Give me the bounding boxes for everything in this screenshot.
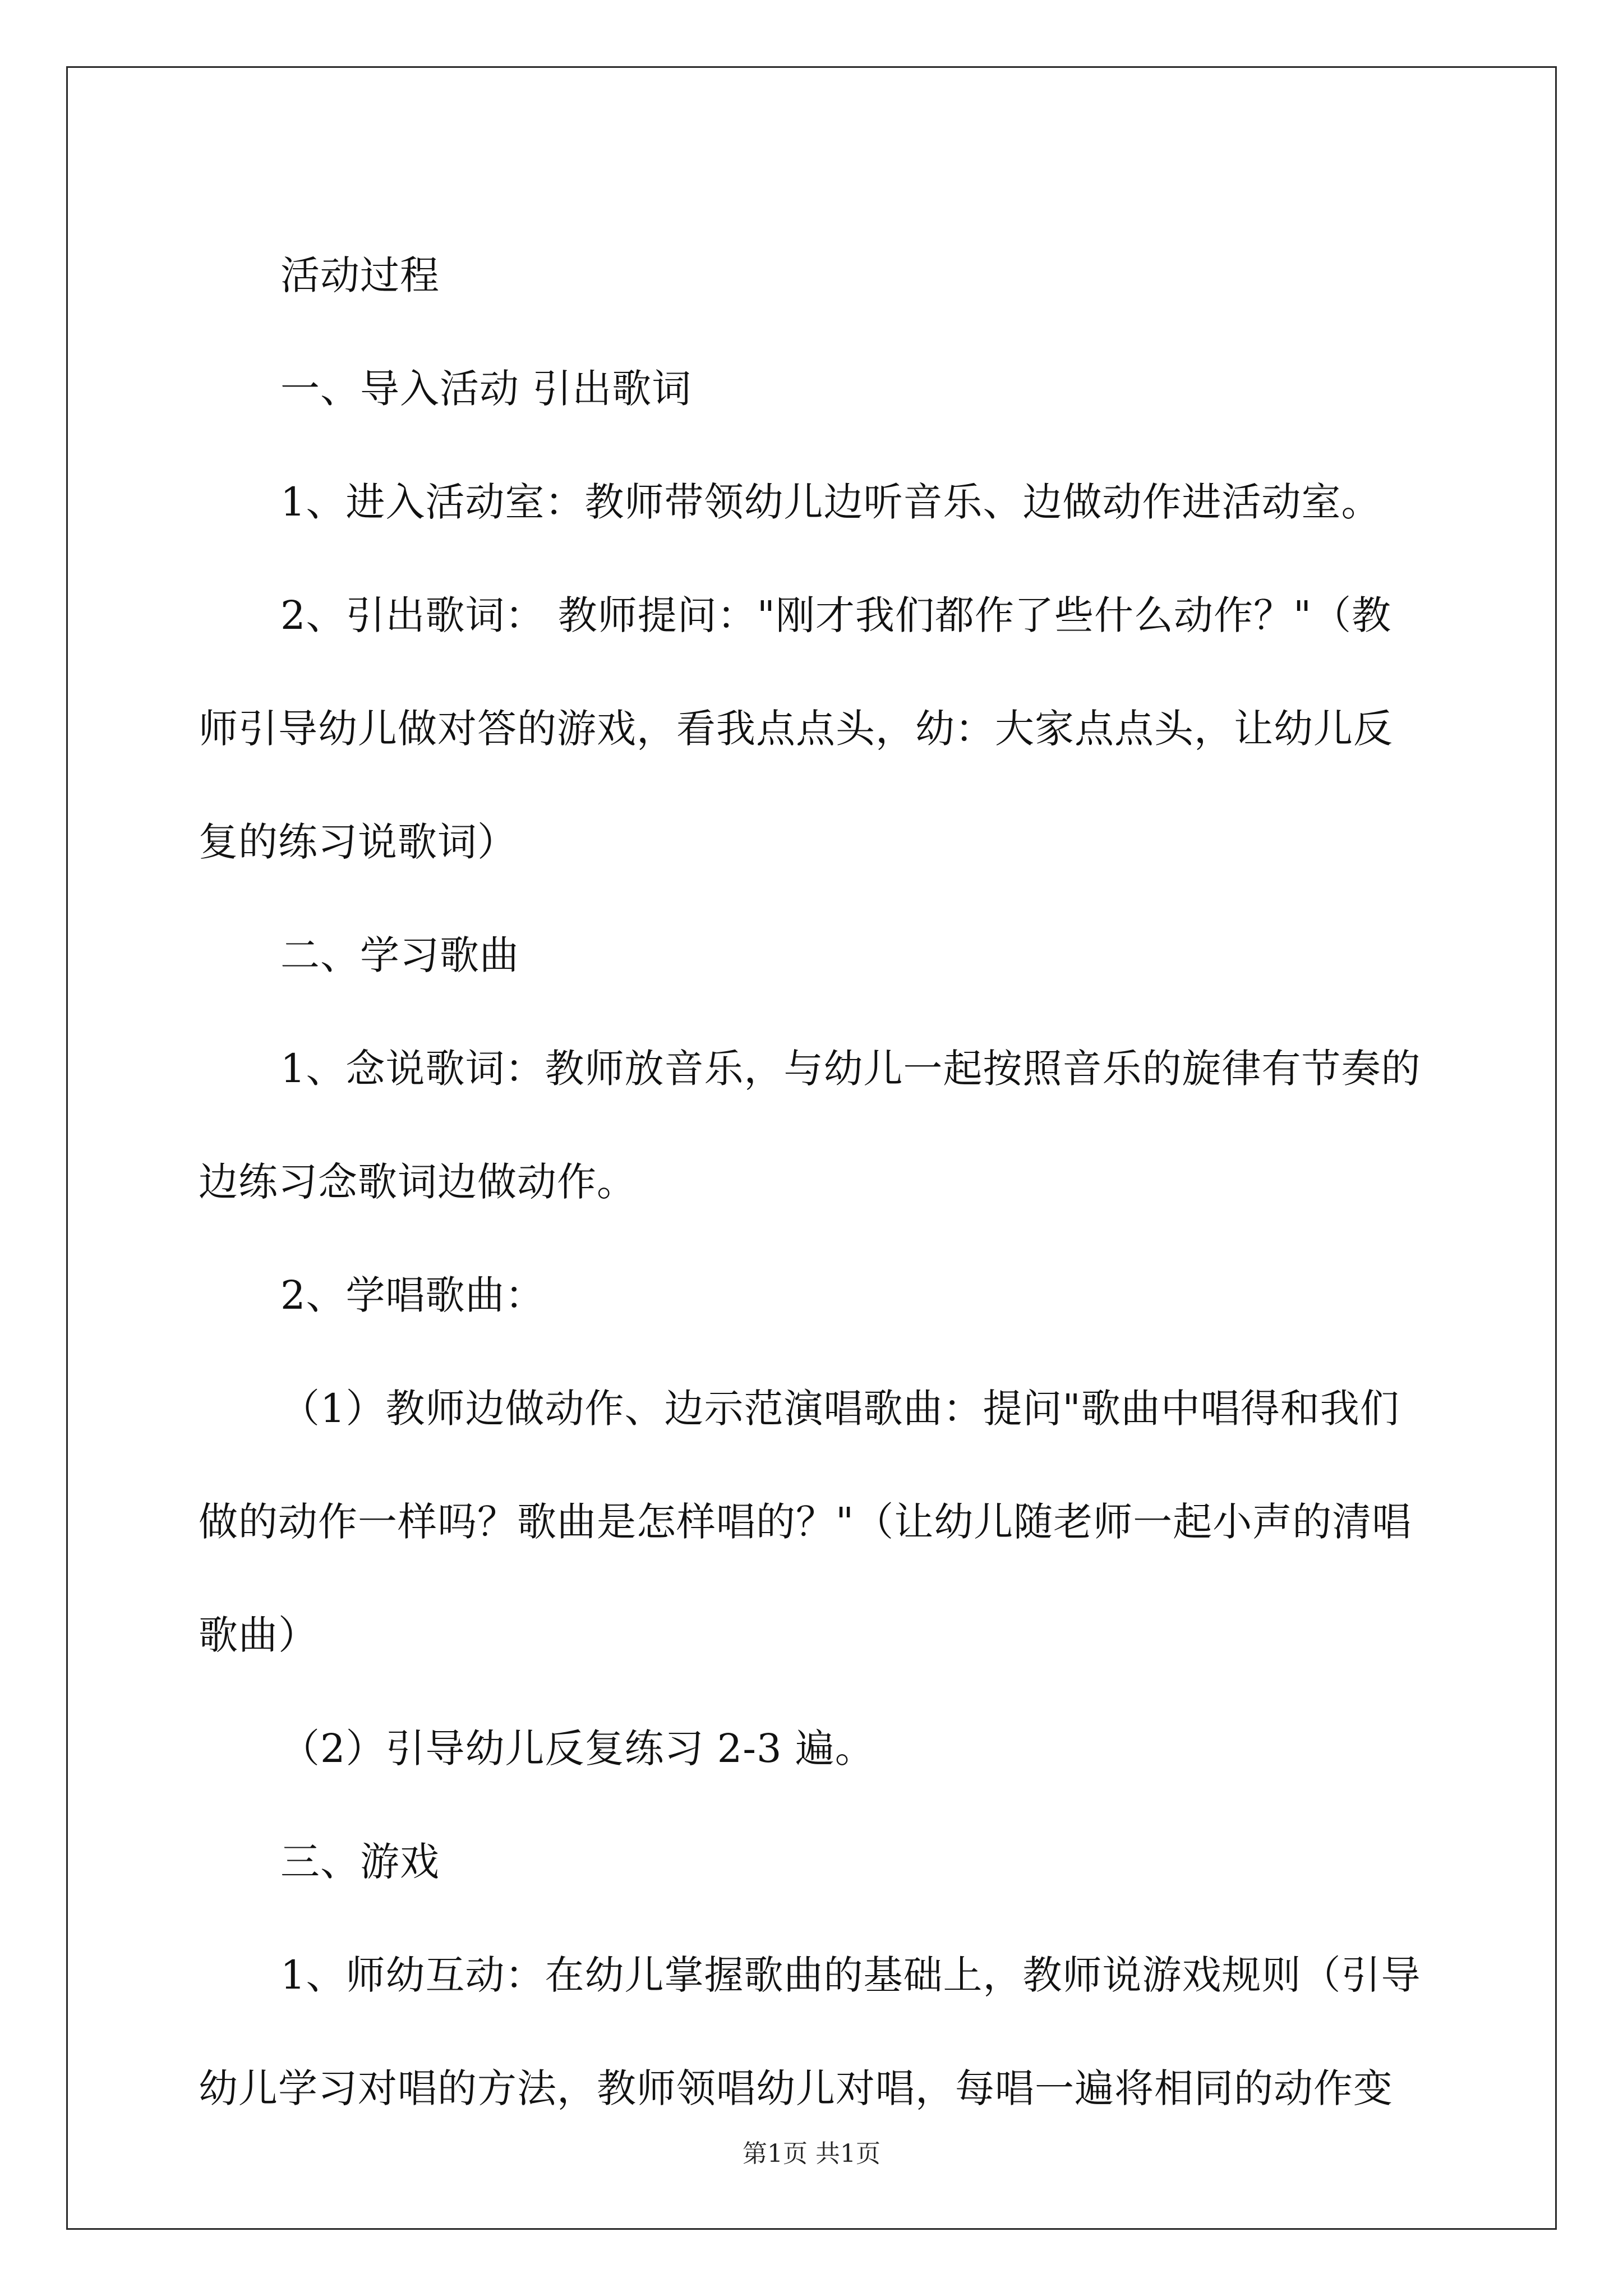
section-heading-2: 二、学习歌曲	[280, 932, 519, 978]
page-number-footer: 第1页 共1页	[743, 2139, 880, 2168]
paragraph-2-2-1: （1）教师边做动作、边示范演唱歌曲：提问"歌曲中唱得和我们做的动作一样吗？歌曲是怎样唱的？"（让幼儿随老师一起小声的清唱歌曲）	[199, 1386, 1412, 1658]
section-heading-1: 一、导入活动 引出歌词	[280, 366, 692, 412]
paragraph-3-1: 1、师幼互动：在幼儿掌握歌曲的基础上，教师说游戏规则（引导幼儿学习对唱的方法，教师领唱幼儿对唱，每唱一遍将相同的动作变	[199, 1952, 1421, 2111]
paragraph-2-2: 2、学唱歌曲：	[280, 1272, 545, 1318]
paragraph-2-1: 1、念说歌词：教师放音乐，与幼儿一起按照音乐的旋律有节奏的边练习念歌词边做动作。	[199, 1046, 1421, 1205]
section-heading-3: 三、游戏	[280, 1839, 440, 1885]
paragraph-1-1: 1、进入活动室：教师带领幼儿边听音乐、边做动作进活动室。	[280, 479, 1381, 525]
paragraph-2-2-2: （2）引导幼儿反复练习 2-3 遍。	[280, 1726, 875, 1772]
section-title-activity-process: 活动过程	[280, 252, 440, 298]
document-body	[199, 219, 1430, 2145]
paragraph-1-2: 2、引出歌词： 教师提问："刚才我们都作了些什么动作？"（教师引导幼儿做对答的游戏，看我点点头，幼：大家点点头，让幼儿反复的练习说歌词）	[199, 592, 1393, 865]
